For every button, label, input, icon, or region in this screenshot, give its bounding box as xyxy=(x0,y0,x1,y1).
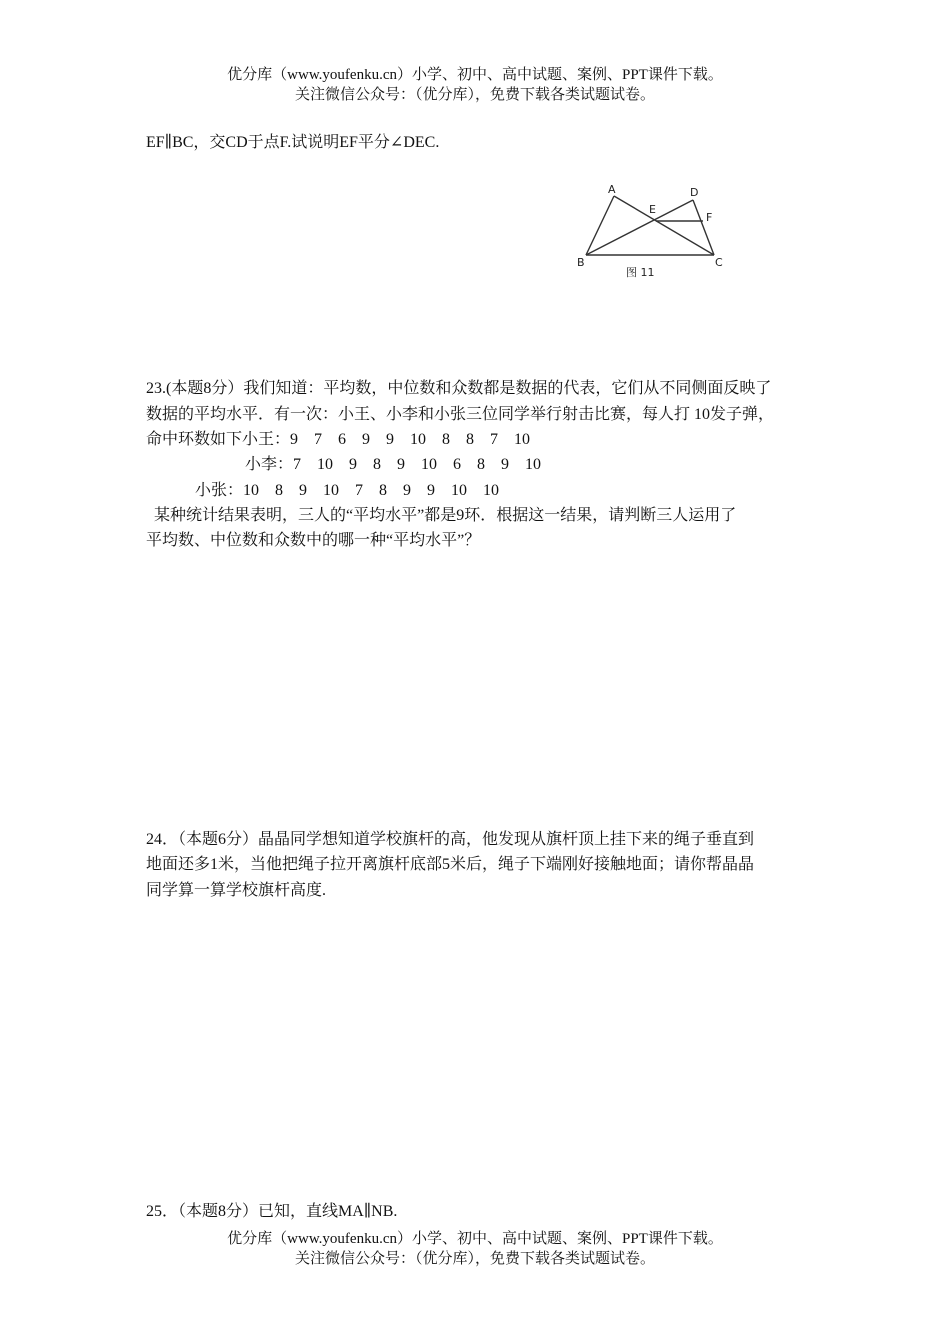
segment-dc xyxy=(693,200,714,255)
question-23-line-3: 命中环数如下小王：9 7 6 9 9 10 8 8 7 10 xyxy=(146,431,531,448)
question-23-line-5: 小张：10 8 9 10 7 8 9 9 10 10 xyxy=(195,482,500,499)
figure-11 xyxy=(574,180,734,285)
question-23-line-1: 23.(本题8分）我们知道：平均数，中位数和众数都是数据的代表，它们从不同侧面反映了 xyxy=(146,380,772,397)
label-d: D xyxy=(690,186,699,199)
question-23-line-4: 小李：7 10 9 8 9 10 6 8 9 10 xyxy=(245,456,542,473)
question-22-tail: EF∥BC，交CD于点F.试说明EF平分∠DEC. xyxy=(146,134,440,151)
segment-ab xyxy=(586,196,614,255)
footer-line-1: 优分库（www.youfenku.cn）小学、初中、高中试题、案例、PPT课件下载。 xyxy=(227,1231,723,1247)
header-line-2: 关注微信公众号：（优分库），免费下载各类试题试卷。 xyxy=(294,87,655,103)
segment-ac xyxy=(614,196,714,255)
header-line-1: 优分库（www.youfenku.cn）小学、初中、高中试题、案例、PPT课件下载。 xyxy=(227,67,723,83)
label-b: B xyxy=(577,256,585,269)
question-24-line-1: 24．（本题6分）晶晶同学想知道学校旗杆的高，他发现从旗杆顶上挂下来的绳子垂直到 xyxy=(146,831,755,848)
label-e: E xyxy=(649,203,656,216)
question-24-line-3: 同学算一算学校旗杆高度. xyxy=(146,882,327,899)
footer-line-2: 关注微信公众号：（优分库），免费下载各类试题试卷。 xyxy=(294,1251,655,1267)
figure-caption: 图 11 xyxy=(626,266,655,279)
label-c: C xyxy=(715,256,723,269)
label-f: F xyxy=(706,211,713,224)
question-24-line-2: 地面还多1米，当他把绳子拉开离旗杆底部5米后，绳子下端刚好接触地面；请你帮晶晶 xyxy=(146,856,755,873)
question-23-line-7: 平均数、中位数和众数中的哪一种“平均水平”？ xyxy=(146,532,481,549)
question-23-line-6: 某种统计结果表明，三人的“平均水平”都是9环．根据这一结果，请判断三人运用了 xyxy=(146,507,737,524)
label-a: A xyxy=(608,183,616,196)
question-23-line-2: 数据的平均水平．有一次：小王、小李和小张三位同学举行射击比赛，每人打 10发子弹， xyxy=(146,406,775,423)
question-25-line-1: 25．（本题8分）已知，直线MA∥NB. xyxy=(146,1203,398,1220)
segment-bd xyxy=(586,200,693,255)
